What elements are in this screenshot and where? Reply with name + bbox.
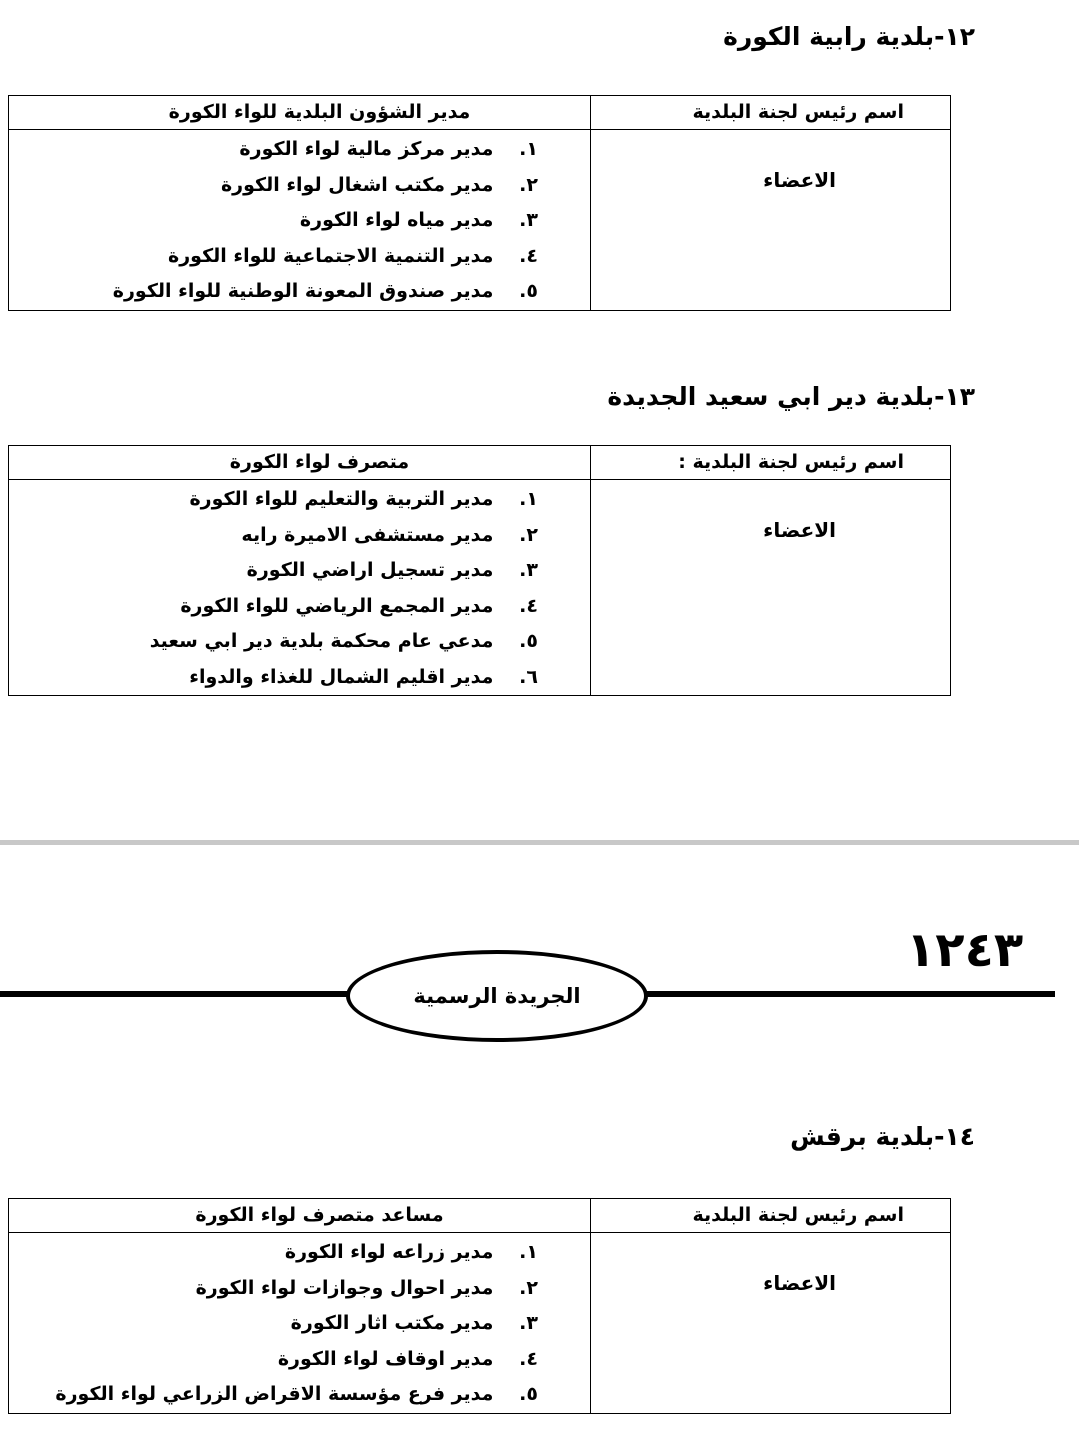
list-item: ٥. مدعي عام محكمة بلدية دير ابي سعيد — [149, 630, 538, 652]
header-rule-left — [0, 991, 350, 997]
members-label: الاعضاء — [591, 130, 951, 311]
list-item: ١. مدير مركز مالية لواء الكورة — [239, 138, 538, 160]
list-item: ٣. مدير مياه لواء الكورة — [299, 209, 538, 231]
page-number: ١٢٤٣ — [906, 922, 1024, 978]
gazette-title: الجريدة الرسمية — [413, 984, 581, 1008]
list-item: ٣. مدير تسجيل اراضي الكورة — [246, 559, 538, 581]
page-divider — [0, 840, 1079, 845]
committee-table — [8, 95, 951, 311]
list-item: ١. مدير زراعه لواء الكورة — [284, 1241, 538, 1263]
chair-label: اسم رئيس لجنة البلدية : — [591, 446, 951, 480]
chair-value: مساعد متصرف لواء الكورة — [9, 1199, 591, 1233]
gazette-title-oval — [346, 950, 648, 1042]
members-label: الاعضاء — [591, 1233, 951, 1414]
list-item: ٦. مدير اقليم الشمال للغذاء والدواء — [189, 665, 538, 688]
committee-table — [8, 1198, 951, 1414]
list-item: ٥. مدير صندوق المعونة الوطنية للواء الكورة — [112, 280, 538, 302]
list-item: ١. مدير التربية والتعليم للواء الكورة — [189, 488, 538, 510]
list-item: ٢. مدير مستشفى الاميرة رايه — [241, 523, 538, 546]
list-item: ٤. مدير المجمع الرياضي للواء الكورة — [180, 594, 538, 617]
section-heading: ١٢-بلدية رابية الكورة — [723, 22, 975, 51]
list-item: ٤. مدير اوقاف لواء الكورة — [277, 1347, 538, 1370]
section-heading: ١٣-بلدية دير ابي سعيد الجديدة — [607, 382, 975, 411]
list-item: ٣. مدير مكتب اثار الكورة — [290, 1312, 538, 1334]
list-item: ٥. مدير فرع مؤسسة الاقراض الزراعي لواء الكورة — [55, 1383, 538, 1405]
members-cell — [9, 480, 591, 696]
list-item: ٤. مدير التنمية الاجتماعية للواء الكورة — [168, 244, 538, 267]
chair-value: مدير الشؤون البلدية للواء الكورة — [9, 96, 591, 130]
list-item: ٢. مدير مكتب اشغال لواء الكورة — [220, 173, 538, 196]
list-item: ٢. مدير احوال وجوازات لواء الكورة — [195, 1276, 538, 1299]
members-list — [9, 1233, 590, 1413]
members-cell — [9, 1233, 591, 1414]
chair-label: اسم رئيس لجنة البلدية — [591, 1199, 951, 1233]
section-heading: ١٤-بلدية برقش — [790, 1122, 975, 1151]
members-list — [9, 480, 590, 695]
header-rule-right — [644, 991, 1055, 997]
chair-value: متصرف لواء الكورة — [9, 446, 591, 480]
members-list — [9, 130, 590, 310]
members-cell — [9, 130, 591, 311]
committee-table — [8, 445, 951, 696]
members-label: الاعضاء — [591, 480, 951, 696]
chair-label: اسم رئيس لجنة البلدية — [591, 96, 951, 130]
